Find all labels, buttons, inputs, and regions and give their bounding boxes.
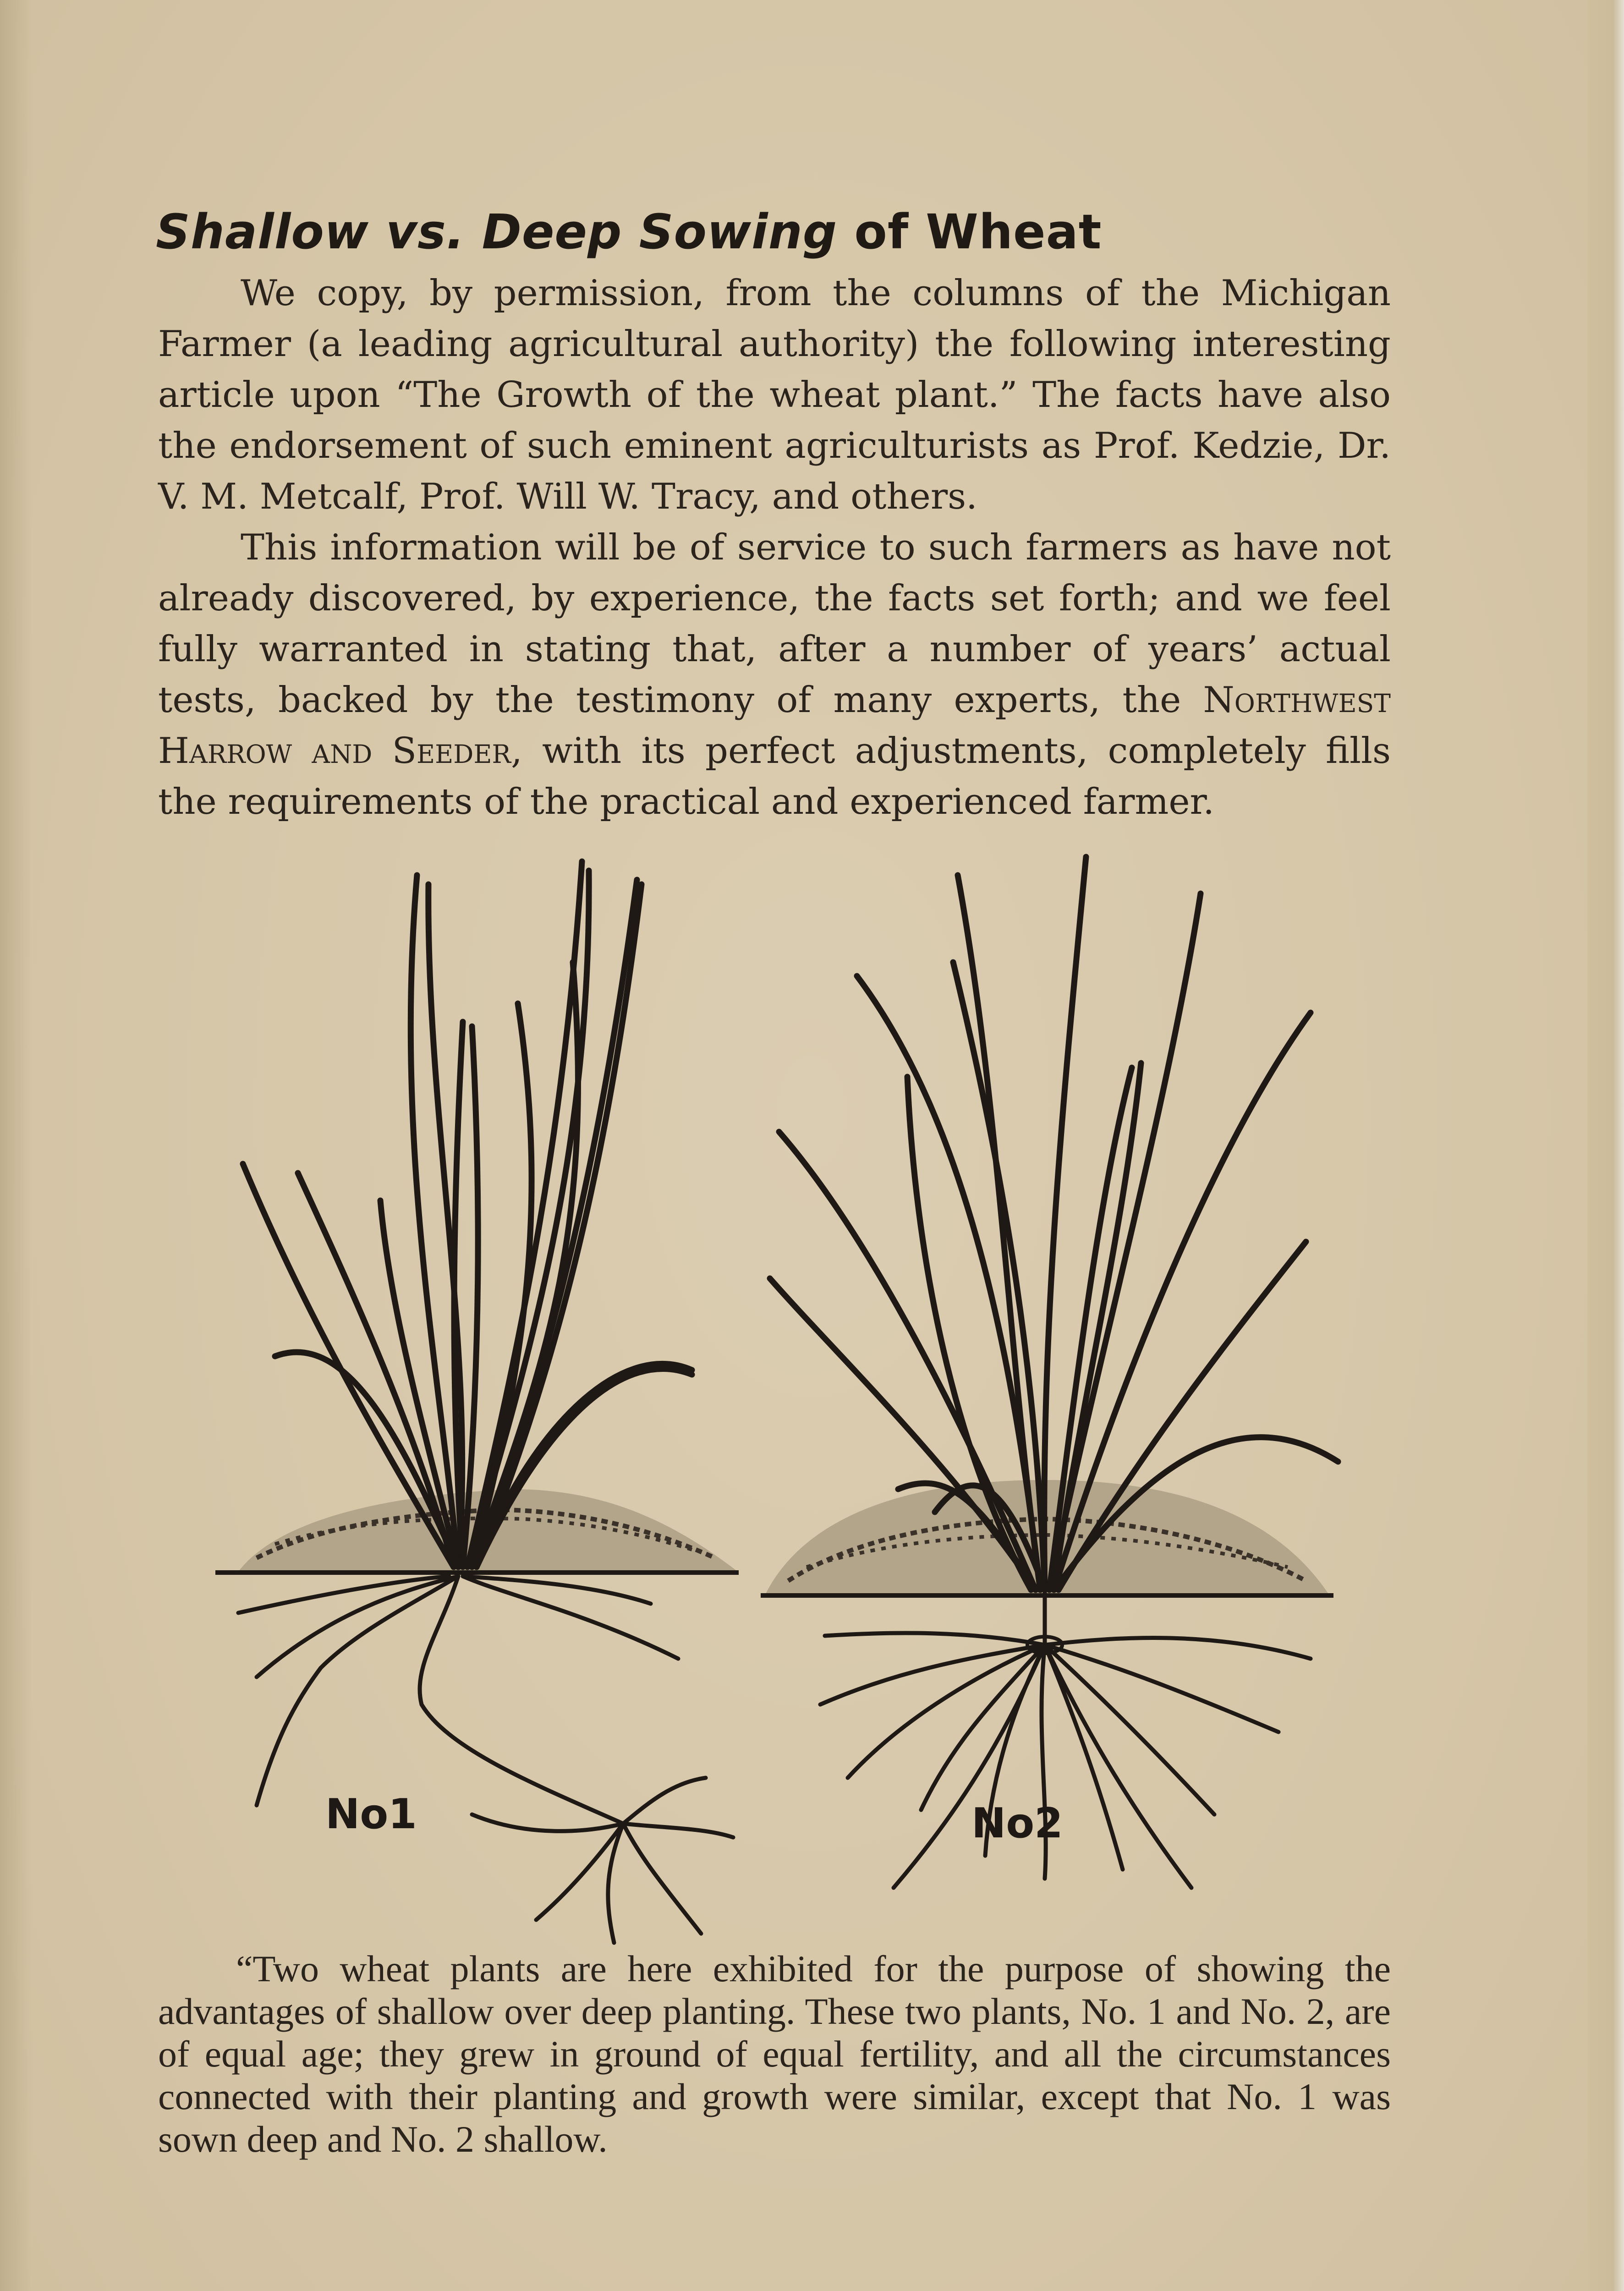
plant-no2-leaves (770, 857, 1338, 1590)
plant-no2-roots (820, 1590, 1311, 1888)
plant-no1-leaves (243, 861, 692, 1567)
heading-part3: of Wheat (837, 204, 1102, 260)
plant-no2-label: No2 (971, 1799, 1063, 1847)
plant-no1-roots (238, 1576, 733, 1943)
quote-paragraph: “Two wheat plants are here exhibited for the purpose of showing the advantages of shallow over deep planting. These two plants, No. 1 and No. 2, are of equal age; they grew in ground of equal fertility, and all the circumstances connected with their planting and growth were similar, except that No. 1 was sown deep and No. 2 shallow. (158, 1948, 1391, 2160)
plant-no1-label: No1 (325, 1790, 417, 1838)
heading-part2: Sowing (639, 204, 838, 260)
brand-name: Northwest Harrow and Seeder (158, 680, 1391, 772)
heading-part1: Shallow vs. Deep (156, 204, 639, 260)
second-paragraph-after: , with its perfect adjustments, completely fills the requirements of the practical and experienced farmer. (158, 730, 1391, 822)
intro-paragraph: We copy, by permission, from the columns of the Michigan Farmer (a leading agricultural authority) the following interesting article upon “The Growth of the wheat plant.” The facts have also the endorsement of such eminent agriculturists as Prof. Kedzie, Dr. V. M. Metcalf, Prof. Will W. Tracy, and others. (158, 273, 1391, 517)
second-paragraph-before: This information will be of service to such farmers as have not already discovered, by experience, the facts set forth; and we feel fully warranted in stating that, after a number of years’ actual tests, backed by the testimony of many experts, the (158, 527, 1391, 721)
